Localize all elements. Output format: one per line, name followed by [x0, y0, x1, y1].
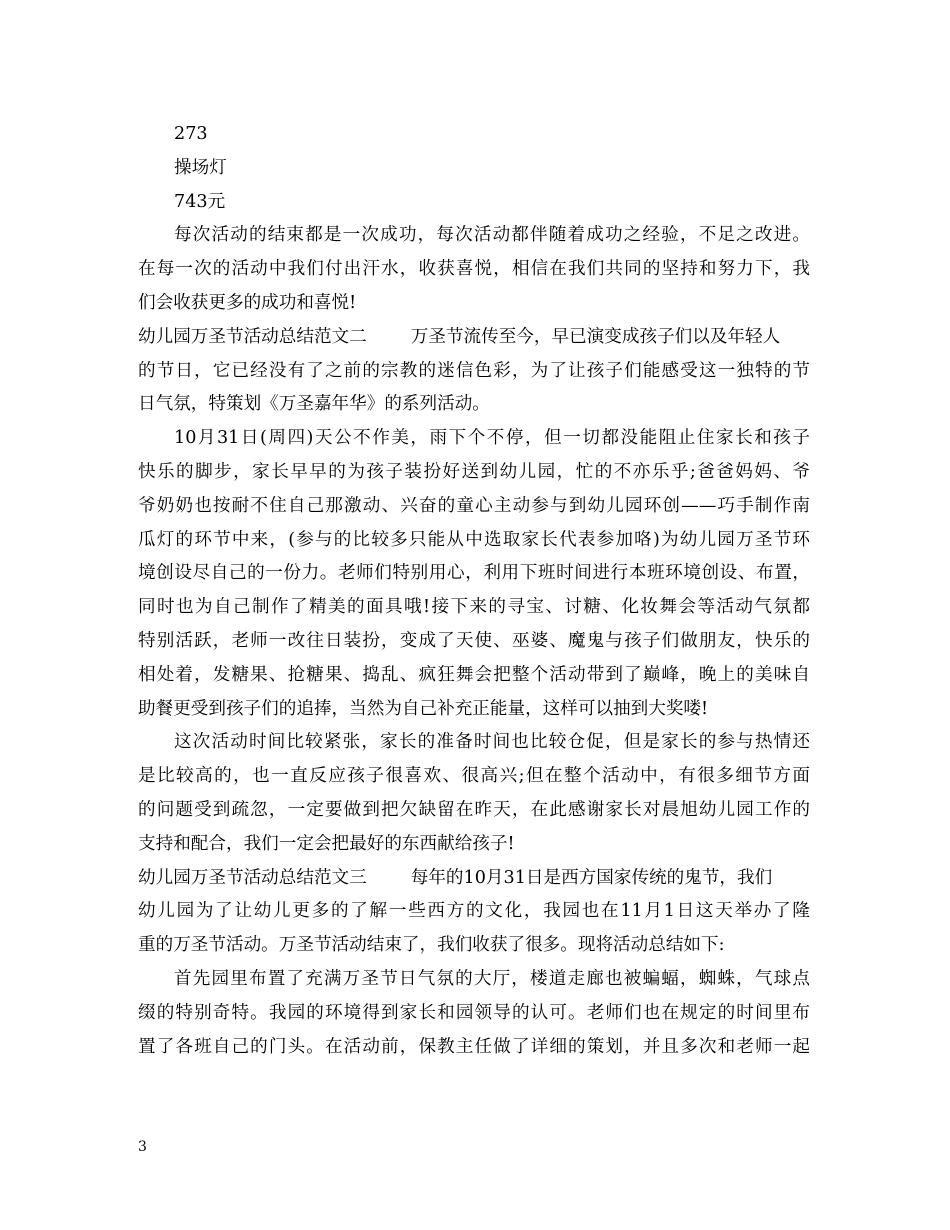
paragraph-line: 境创设尽自己的一份力。老师们特别用心，利用下班时间进行本班环境创设、布置，: [138, 563, 810, 584]
section-heading-line: [138, 862, 810, 896]
section-heading-line: [138, 321, 810, 355]
paragraph-line: 的问题受到疏忽，一定要做到把欠缺留在昨天，在此感谢家长对晨旭幼儿园工作的: [138, 799, 810, 820]
paragraph-line: 在每一次的活动中我们付出汗水，收获喜悦，相信在我们共同的坚持和努力下，我: [138, 259, 810, 280]
paragraph-line: 置了各班自己的门头。在活动前，保教主任做了详细的策划，并且多次和老师一起: [138, 1036, 810, 1057]
list-item: 743元: [174, 191, 226, 212]
paragraph-line: 是比较高的，也一直反应孩子很喜欢、很高兴;但在整个活动中，有很多细节方面: [138, 766, 810, 787]
paragraph-line: 这次活动时间比较紧张，家长的准备时间也比较仓促，但是家长的参与热情还: [174, 732, 810, 753]
paragraph-line: 首先园里布置了充满万圣节日气氛的大厅，楼道走廊也被蝙蝠，蜘蛛，气球点: [174, 968, 810, 989]
list-item: 操场灯: [174, 157, 227, 178]
section-heading: 幼儿园万圣节活动总结范文二: [138, 326, 367, 347]
paragraph-line: 支持和配合，我们一定会把最好的东西献给孩子!: [138, 833, 515, 854]
paragraph-line: 瓜灯的环节中来，(参与的比较多只能从中选取家长代表参加咯)为幼儿园万圣节环: [138, 529, 810, 550]
paragraph-line: 爷奶奶也按耐不住自己那激动、兴奋的童心主动参与到幼儿园环创——巧手制作南: [138, 495, 810, 516]
document-body: [138, 118, 810, 1064]
paragraph-line: 们会收获更多的成功和喜悦!: [138, 292, 357, 313]
section-first-line-text: 每年的10月31日是西方国家传统的鬼节，我们: [410, 867, 773, 888]
paragraph-line: 缀的特别奇特。我园的环境得到家长和园领导的认可。老师们也在规定的时间里布: [138, 1002, 810, 1023]
paragraph-line: 快乐的脚步，家长早早的为孩子装扮好送到幼儿园，忙的不亦乐乎;爸爸妈妈、爷: [138, 461, 810, 482]
paragraph-line: 幼儿园为了让幼儿更多的了解一些西方的文化，我园也在11月1日这天举办了隆: [138, 901, 810, 922]
list-item: 273: [174, 124, 208, 144]
paragraph-line: 每次活动的结束都是一次成功，每次活动都伴随着成功之经验，不足之改进。: [174, 225, 810, 246]
section-first-line-text: 万圣节流传至今，早已演变成孩子们以及年轻人: [410, 326, 781, 347]
page-number: 3: [138, 1139, 147, 1155]
paragraph-line: 日气氛，特策划《万圣嘉年华》的系列活动。: [138, 394, 490, 415]
paragraph-line: 同时也为自己制作了精美的面具哦!接下来的寻宝、讨糖、化妆舞会等活动气氛都: [138, 597, 810, 618]
paragraph-line: 10月31日(周四)天公不作美，雨下个不停，但一切都没能阻止住家长和孩子: [174, 428, 810, 449]
paragraph-line: 重的万圣节活动。万圣节活动结束了，我们收获了很多。现将活动总结如下:: [138, 935, 725, 956]
paragraph-line: 特别活跃，老师一改往日装扮，变成了天使、巫婆、魔鬼与孩子们做朋友，快乐的: [138, 630, 810, 651]
paragraph-line: 助餐更受到孩子们的追捧，当然为自己补充正能量，这样可以抽到大奖喽!: [138, 698, 709, 719]
paragraph-line: 相处着，发糖果、抢糖果、捣乱、疯狂舞会把整个活动带到了巅峰，晚上的美味自: [138, 664, 810, 685]
section-heading: 幼儿园万圣节活动总结范文三: [138, 867, 367, 888]
paragraph-line: 的节日，它已经没有了之前的宗教的迷信色彩，为了让孩子们能感受这一独特的节: [138, 360, 810, 381]
